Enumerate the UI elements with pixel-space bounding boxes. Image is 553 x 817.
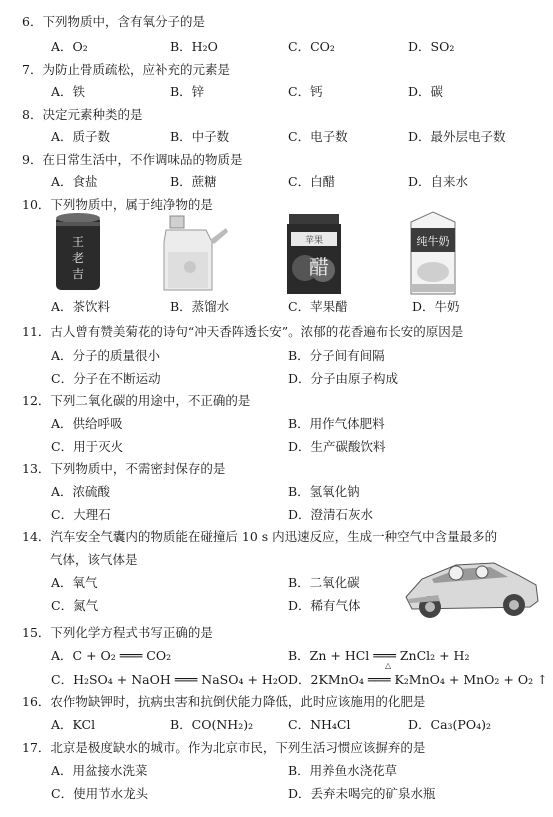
q8-option-c: C．电子数 bbox=[288, 129, 348, 144]
car-airbag-picture bbox=[398, 545, 543, 630]
q6-option-d: D．SO₂ bbox=[408, 39, 455, 54]
question-17-stem: 17．北京是极度缺水的城市。作为北京市民，下列生活习惯应该摒弃的是 bbox=[22, 740, 426, 755]
q11-option-a: A．分子的质量很小 bbox=[51, 348, 161, 363]
question-9-stem: 9．在日常生活中，不作调味品的物质是 bbox=[22, 152, 243, 167]
question-13-stem: 13．下列物质中，不需密封保存的是 bbox=[22, 461, 226, 476]
q7-option-a: A．铁 bbox=[51, 84, 86, 99]
q9-option-c: C．白醋 bbox=[288, 174, 336, 189]
q16-option-c: C．NH₄Cl bbox=[288, 717, 351, 732]
question-7-stem: 7．为防止骨质疏松，应补充的元素是 bbox=[22, 62, 230, 77]
q9-option-d: D．自来水 bbox=[408, 174, 469, 189]
question-10-stem: 10．下列物质中，属于纯净物的是 bbox=[22, 197, 213, 212]
vinegar-label-text: 醋 bbox=[309, 255, 329, 279]
q11-option-b: B．分子间有间隔 bbox=[288, 348, 385, 363]
q6-option-c: C．CO₂ bbox=[288, 39, 335, 54]
q14-option-a: A．氧气 bbox=[51, 575, 98, 590]
question-6-stem: 6．下列物质中，含有氧分子的是 bbox=[22, 14, 205, 29]
q16-option-d: D．Ca₃(PO₄)₂ bbox=[408, 717, 491, 732]
q13-option-c: C．大理石 bbox=[51, 507, 111, 522]
q15-option-d: D．2KMnO₄ ═══ K₂MnO₄ + MnO₂ + O₂ ↑ bbox=[288, 672, 548, 687]
question-8-stem: 8．决定元素种类的是 bbox=[22, 107, 143, 122]
q15-option-b: B．Zn + HCl ═══ ZnCl₂ + H₂ bbox=[288, 648, 470, 663]
q7-option-c: C．钙 bbox=[288, 84, 323, 99]
q17-option-d: D．丢弃未喝完的矿泉水瓶 bbox=[288, 786, 436, 801]
q15-option-c: C．H₂SO₄ + NaOH ═══ NaSO₄ + H₂O bbox=[51, 672, 289, 687]
q9-option-a: A．食盐 bbox=[51, 174, 98, 189]
q7-option-b: B．锌 bbox=[170, 84, 205, 99]
q11-option-c: C．分子在不断运动 bbox=[51, 371, 161, 386]
q13-option-b: B．氢氧化钠 bbox=[288, 484, 360, 499]
q8-option-a: A．质子数 bbox=[51, 129, 111, 144]
heating-triangle-symbol: △ bbox=[385, 661, 392, 670]
q9-option-b: B．蔗糖 bbox=[170, 174, 217, 189]
q11-option-d: D．分子由原子构成 bbox=[288, 371, 399, 386]
q10-option-d: D．牛奶 bbox=[412, 299, 460, 314]
question-15-stem: 15．下列化学方程式书写正确的是 bbox=[22, 625, 213, 640]
q6-option-a: A．O₂ bbox=[51, 39, 88, 54]
question-11-stem: 11．古人曾有赞美菊花的诗句“冲天香阵透长安”。浓郁的花香遍布长安的原因是 bbox=[22, 324, 464, 339]
apple-vinegar-box-picture bbox=[283, 210, 345, 296]
q12-option-a: A．供给呼吸 bbox=[51, 416, 123, 431]
q14-option-b: B．二氧化碳 bbox=[288, 575, 360, 590]
q10-option-c: C．苹果醋 bbox=[288, 299, 348, 314]
q12-option-b: B．用作气体肥料 bbox=[288, 416, 385, 431]
q14-option-c: C．氮气 bbox=[51, 598, 99, 613]
q12-option-c: C．用于灭火 bbox=[51, 439, 124, 454]
q13-option-d: D．澄清石灰水 bbox=[288, 507, 374, 522]
question-14-stem-cont: 气体，该气体是 bbox=[50, 552, 138, 567]
svg-text:老: 老 bbox=[71, 251, 85, 265]
q10-option-a: A．茶饮料 bbox=[51, 299, 111, 314]
q13-option-a: A．浓硫酸 bbox=[51, 484, 111, 499]
q7-option-d: D．碳 bbox=[408, 84, 444, 99]
distilled-water-bottle-picture bbox=[160, 212, 232, 296]
svg-text:吉: 吉 bbox=[71, 267, 85, 281]
milk-label-text: 纯牛奶 bbox=[416, 235, 450, 248]
q6-option-b: B．H₂O bbox=[170, 39, 218, 54]
q12-option-d: D．生产碳酸饮料 bbox=[288, 439, 386, 454]
q17-option-a: A．用盆接水洗菜 bbox=[51, 763, 148, 778]
q16-option-a: A．KCl bbox=[51, 717, 96, 732]
q10-option-b: B．蒸馏水 bbox=[170, 299, 230, 314]
q14-option-d: D．稀有气体 bbox=[288, 598, 361, 613]
can-label-text: 王 bbox=[71, 235, 85, 249]
question-12-stem: 12．下列二氧化碳的用途中，不正确的是 bbox=[22, 393, 251, 408]
q8-option-d: D．最外层电子数 bbox=[408, 129, 506, 144]
q8-option-b: B．中子数 bbox=[170, 129, 230, 144]
question-16-stem: 16．农作物缺钾时，抗病虫害和抗倒伏能力降低，此时应该施用的化肥是 bbox=[22, 694, 426, 709]
milk-carton-picture bbox=[405, 210, 461, 296]
vinegar-small-label: 苹果 bbox=[304, 236, 324, 246]
q15-option-a: A．C + O₂ ═══ CO₂ bbox=[51, 648, 172, 663]
tea-drink-can-picture bbox=[50, 210, 110, 294]
q16-option-b: B．CO(NH₂)₂ bbox=[170, 717, 254, 732]
q17-option-c: C．使用节水龙头 bbox=[51, 786, 149, 801]
q17-option-b: B．用养鱼水浇花草 bbox=[288, 763, 398, 778]
question-14-stem: 14．汽车安全气囊内的物质能在碰撞后 10 s 内迅速反应，生成一种空气中含量最多的 bbox=[22, 529, 498, 544]
